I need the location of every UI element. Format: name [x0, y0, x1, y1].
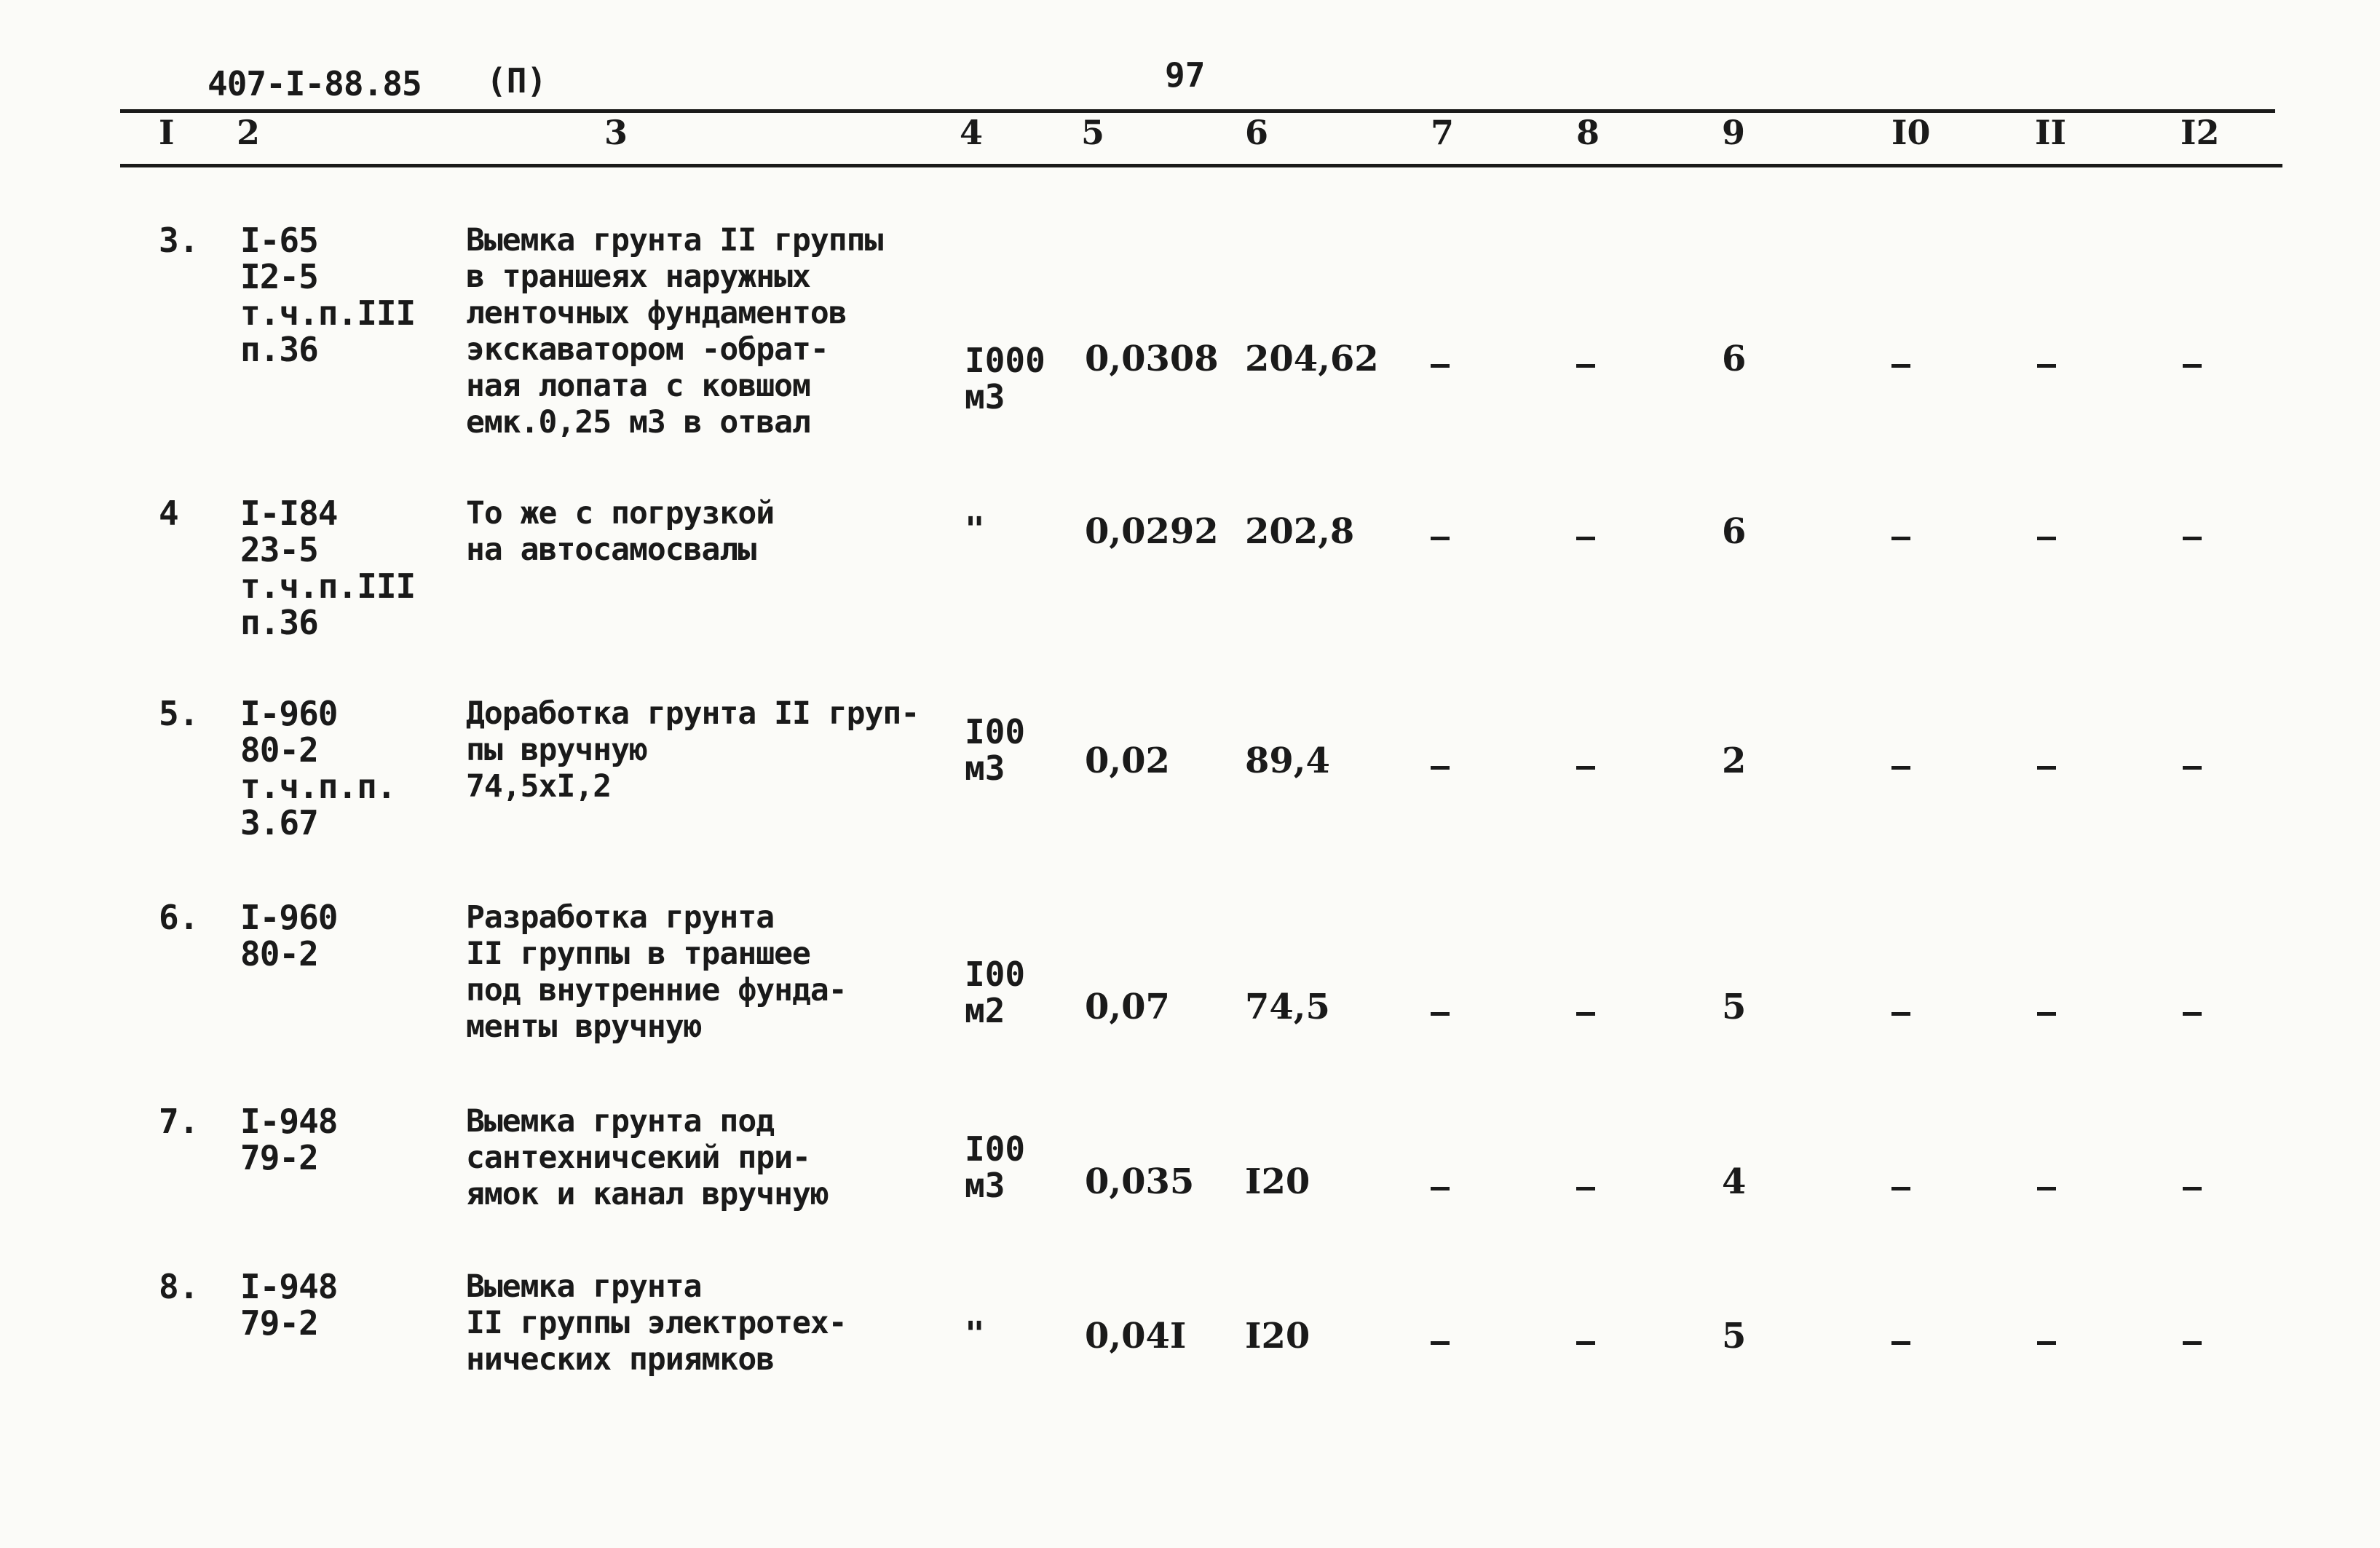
row-number: 5. — [159, 694, 199, 733]
column-number: 8 — [1576, 113, 1600, 152]
header-rule-bottom — [120, 164, 2282, 167]
column-number: 2 — [237, 113, 261, 152]
value-col-9: 6 — [1722, 339, 1747, 379]
value-col-9: 2 — [1722, 741, 1747, 781]
column-number: 9 — [1722, 113, 1746, 152]
dash-col-12 — [2183, 1012, 2202, 1016]
column-number: 3 — [604, 113, 628, 152]
value-col-6: I20 — [1245, 1316, 1310, 1357]
column-number: I0 — [1891, 113, 1931, 152]
column-number: I — [159, 113, 175, 152]
quantity: 0,0308 — [1085, 339, 1219, 379]
row-number: 4 — [159, 494, 179, 533]
row-number: 3. — [159, 221, 199, 260]
row-number: 8. — [159, 1267, 199, 1306]
dash-col-8 — [1576, 364, 1595, 368]
unit: I00 м3 — [965, 712, 1026, 788]
work-description: Выемка грунта II группы электротех- нических приямков — [466, 1268, 847, 1378]
dash-col-8 — [1576, 537, 1595, 540]
dash-col-10 — [1891, 1012, 1910, 1016]
unit: I00 м3 — [965, 1129, 1026, 1205]
dash-col-8 — [1576, 1012, 1595, 1016]
norm-code: I-960 80-2 — [240, 898, 338, 974]
value-col-9: 6 — [1722, 511, 1747, 552]
dash-col-11 — [2037, 766, 2056, 770]
work-description: Выемка грунта II группы в траншеях наружных ленточных фундаментов экскаватором -обрат- ная лопата с ковшом емк.0,25 м3 в отвал — [466, 222, 883, 441]
dash-col-11 — [2037, 1187, 2056, 1190]
column-number: I2 — [2181, 113, 2220, 152]
dash-col-12 — [2183, 537, 2202, 540]
unit: I000 м3 — [965, 341, 1045, 416]
dash-col-11 — [2037, 537, 2056, 540]
quantity: 0,0292 — [1085, 511, 1219, 552]
work-description: Разработка грунта II группы в траншее под внутренние фунда- менты вручную — [466, 899, 847, 1045]
dash-col-10 — [1891, 537, 1910, 540]
norm-code: I-948 79-2 — [240, 1267, 338, 1343]
value-col-9: 5 — [1722, 1316, 1747, 1357]
norm-code: I-I84 23-5 т.ч.п.III п.36 — [240, 494, 416, 642]
quantity: 0,02 — [1085, 741, 1170, 781]
header-rule-top — [120, 109, 2275, 113]
work-description: Доработка грунта II груп- пы вручную 74,5xI,2 — [466, 695, 920, 805]
dash-col-7 — [1431, 1187, 1450, 1190]
quantity: 0,04I — [1085, 1316, 1187, 1357]
dash-col-12 — [2183, 1187, 2202, 1190]
value-col-6: 204,62 — [1245, 339, 1379, 379]
value-col-6: 202,8 — [1245, 511, 1355, 552]
dash-col-11 — [2037, 1012, 2056, 1016]
column-number: 7 — [1431, 113, 1455, 152]
unit: " — [965, 1314, 985, 1354]
document-mark: (П) — [486, 61, 547, 100]
work-description: То же с погрузкой на автосамосвалы — [466, 495, 775, 568]
dash-col-10 — [1891, 1187, 1910, 1190]
dash-col-11 — [2037, 1341, 2056, 1345]
page-number: 97 — [1165, 55, 1206, 95]
value-col-6: 74,5 — [1245, 987, 1330, 1027]
dash-col-7 — [1431, 1012, 1450, 1016]
column-number: 6 — [1245, 113, 1269, 152]
dash-col-7 — [1431, 766, 1450, 770]
value-col-9: 5 — [1722, 987, 1747, 1027]
dash-col-8 — [1576, 1341, 1595, 1345]
column-number: 5 — [1081, 113, 1105, 152]
norm-code: I-960 80-2 т.ч.п.п. 3.67 — [240, 694, 396, 842]
dash-col-10 — [1891, 766, 1910, 770]
work-description: Выемка грунта под сантехничсекий при- ямок и канал вручную — [466, 1103, 829, 1212]
value-col-6: 89,4 — [1245, 741, 1330, 781]
dash-col-7 — [1431, 537, 1450, 540]
norm-code: I-65 I2-5 т.ч.п.III п.36 — [240, 221, 416, 369]
norm-code: I-948 79-2 — [240, 1102, 338, 1177]
unit: I00 м2 — [965, 955, 1026, 1030]
dash-col-8 — [1576, 766, 1595, 770]
dash-col-12 — [2183, 364, 2202, 368]
dash-col-10 — [1891, 1341, 1910, 1345]
dash-col-11 — [2037, 364, 2056, 368]
unit: " — [965, 510, 985, 549]
dash-col-10 — [1891, 364, 1910, 368]
document-code: 407-I-88.85 — [207, 64, 422, 103]
dash-col-7 — [1431, 364, 1450, 368]
dash-col-8 — [1576, 1187, 1595, 1190]
row-number: 7. — [159, 1102, 199, 1141]
dash-col-7 — [1431, 1341, 1450, 1345]
dash-col-12 — [2183, 1341, 2202, 1345]
row-number: 6. — [159, 898, 199, 937]
value-col-9: 4 — [1722, 1161, 1747, 1202]
column-number: II — [2035, 113, 2067, 152]
column-number: 4 — [960, 113, 984, 152]
quantity: 0,035 — [1085, 1161, 1195, 1202]
quantity: 0,07 — [1085, 987, 1170, 1027]
dash-col-12 — [2183, 766, 2202, 770]
value-col-6: I20 — [1245, 1161, 1310, 1202]
